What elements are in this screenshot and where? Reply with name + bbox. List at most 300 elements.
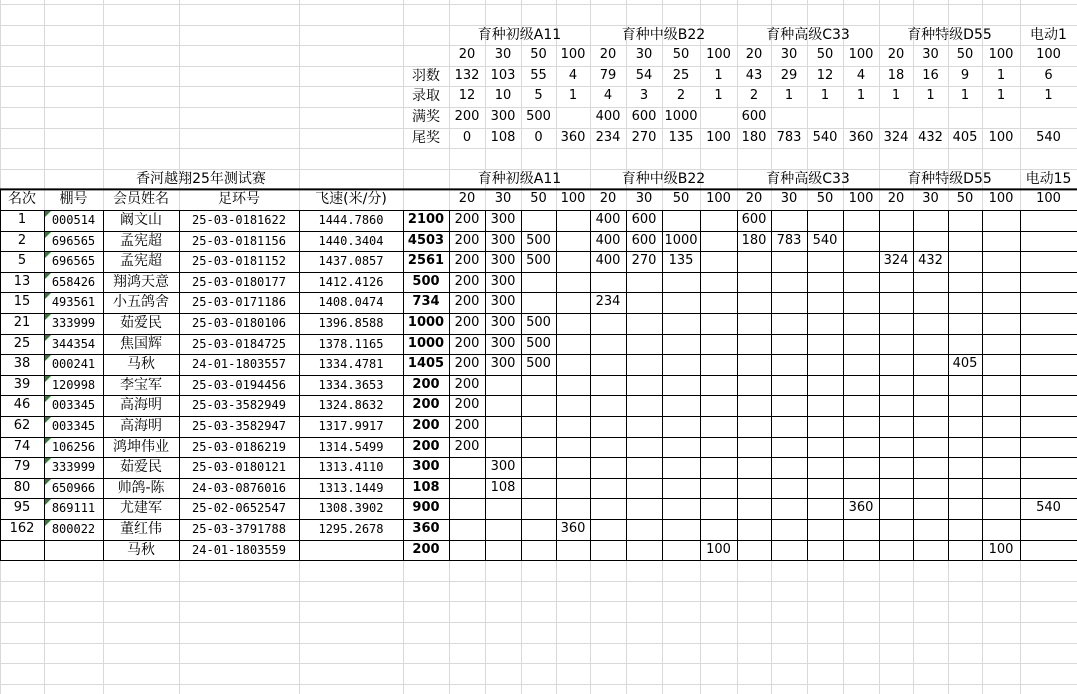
summary-tier-header[interactable]: 50 (816, 47, 834, 63)
member-cell[interactable]: 阚文山 (120, 212, 162, 228)
rank-cell[interactable]: 74 (13, 438, 31, 454)
prize-cell[interactable] (913, 519, 948, 539)
prize-cell[interactable] (737, 519, 771, 539)
summary-value[interactable]: 1 (568, 88, 578, 104)
summary-value[interactable]: 5 (534, 88, 543, 104)
summary-tier-header[interactable]: 30 (635, 47, 653, 63)
loft-cell[interactable]: 344354 (51, 336, 96, 351)
prize-cell[interactable] (590, 478, 626, 498)
result-tier-header[interactable]: 50 (530, 191, 547, 207)
prize-cell[interactable] (948, 416, 982, 436)
prize-cell[interactable] (982, 251, 1020, 271)
loft-cell[interactable]: 869111 (51, 501, 96, 516)
speed-cell[interactable]: 1334.4781 (318, 357, 384, 372)
prize-cell[interactable] (556, 272, 590, 292)
member-cell[interactable]: 鸿坤伟业 (113, 438, 169, 455)
summary-row-label[interactable]: 录取 (412, 88, 440, 105)
loft-cell[interactable]: 106256 (51, 439, 96, 454)
prize-cell[interactable] (879, 334, 913, 354)
prize-cell[interactable] (521, 416, 556, 436)
ring-cell[interactable]: 25-03-0181622 (192, 213, 286, 227)
prize-cell[interactable] (913, 272, 948, 292)
summary-tier-header[interactable]: 100 (560, 47, 586, 63)
summary-value[interactable]: 4 (603, 88, 613, 104)
member-cell[interactable]: 翔鸿天意 (113, 273, 169, 290)
prize-cell[interactable] (913, 478, 948, 498)
member-cell[interactable]: 马秋 (127, 541, 155, 558)
prize-cell[interactable]: 540 (812, 232, 838, 248)
prize-cell[interactable] (843, 540, 879, 560)
prize-cell[interactable] (662, 292, 700, 312)
prize-cell[interactable] (771, 354, 807, 374)
prize-cell[interactable] (1020, 457, 1077, 477)
prize-cell[interactable] (626, 457, 662, 477)
prize-cell[interactable] (662, 437, 700, 457)
prize-cell[interactable] (913, 334, 948, 354)
total-prize-cell[interactable]: 200 (412, 438, 440, 454)
prize-cell[interactable] (737, 354, 771, 374)
loft-cell[interactable]: 000514 (51, 213, 96, 227)
summary-tier-header[interactable]: 30 (780, 47, 798, 63)
prize-cell[interactable]: 200 (454, 335, 480, 351)
prize-cell[interactable] (662, 334, 700, 354)
column-header-rank[interactable]: 名次 (8, 191, 36, 208)
prize-cell[interactable] (879, 498, 913, 518)
prize-cell[interactable] (771, 251, 807, 271)
summary-value[interactable]: 432 (918, 129, 943, 145)
prize-cell[interactable] (982, 210, 1020, 230)
prize-cell[interactable] (843, 457, 879, 477)
prize-cell[interactable] (948, 231, 982, 251)
summary-value[interactable]: 135 (668, 129, 694, 145)
prize-cell[interactable] (521, 292, 556, 312)
prize-cell[interactable] (521, 375, 556, 395)
prize-cell[interactable] (843, 292, 879, 312)
summary-value[interactable]: 2 (676, 88, 686, 104)
summary-value[interactable]: 132 (454, 67, 480, 83)
prize-cell[interactable] (771, 519, 807, 539)
total-prize-cell[interactable]: 200 (412, 541, 440, 557)
prize-cell[interactable] (843, 251, 879, 271)
prize-cell[interactable] (626, 375, 662, 395)
prize-cell[interactable] (449, 478, 485, 498)
column-header-ring[interactable]: 足环号 (218, 191, 260, 208)
prize-cell[interactable] (737, 292, 771, 312)
summary-value[interactable]: 360 (560, 129, 586, 145)
summary-value[interactable]: 16 (922, 67, 939, 83)
prize-cell[interactable]: 300 (490, 253, 516, 269)
member-cell[interactable]: 小五鸽舍 (113, 294, 169, 311)
prize-cell[interactable] (982, 292, 1020, 312)
loft-cell[interactable]: 696565 (51, 254, 96, 269)
result-tier-header[interactable]: 100 (1036, 191, 1061, 207)
prize-cell[interactable] (879, 272, 913, 292)
ring-cell[interactable]: 25-03-0181152 (192, 254, 286, 269)
prize-cell[interactable] (700, 437, 737, 457)
ring-cell[interactable]: 24-03-0876016 (192, 480, 286, 495)
result-tier-header[interactable]: 100 (988, 191, 1014, 207)
prize-cell[interactable] (807, 210, 843, 230)
summary-value[interactable]: 1 (926, 88, 935, 104)
prize-cell[interactable] (556, 395, 590, 415)
result-tier-header[interactable]: 100 (560, 191, 586, 207)
prize-cell[interactable] (913, 416, 948, 436)
prize-cell[interactable] (807, 251, 843, 271)
summary-value[interactable] (948, 107, 982, 127)
prize-cell[interactable] (1020, 540, 1077, 560)
summary-value[interactable]: 500 (526, 109, 551, 124)
summary-tier-header[interactable]: 100 (848, 47, 874, 63)
summary-value[interactable]: 2 (749, 88, 759, 104)
loft-cell[interactable]: 333999 (51, 316, 96, 330)
speed-cell[interactable]: 1317.9917 (318, 419, 384, 433)
rank-cell[interactable]: 39 (13, 376, 31, 392)
rank-cell[interactable]: 1 (17, 212, 27, 227)
prize-cell[interactable] (662, 375, 700, 395)
prize-cell[interactable] (807, 437, 843, 457)
result-group-header[interactable]: 育种中级B22 (621, 170, 706, 187)
prize-cell[interactable] (843, 375, 879, 395)
ring-cell[interactable]: 25-03-0180106 (192, 316, 286, 330)
summary-value[interactable]: 6 (1044, 67, 1053, 83)
prize-cell[interactable] (700, 498, 737, 518)
prize-cell[interactable] (843, 210, 879, 230)
result-group-header[interactable]: 电动15 (1025, 170, 1072, 187)
prize-cell[interactable] (807, 272, 843, 292)
prize-cell[interactable] (626, 478, 662, 498)
summary-value[interactable]: 25 (672, 67, 690, 83)
prize-cell[interactable] (913, 292, 948, 312)
summary-value[interactable]: 540 (812, 129, 838, 145)
summary-group-header[interactable]: 育种特级D55 (907, 26, 992, 43)
prize-cell[interactable]: 400 (595, 232, 621, 248)
prize-cell[interactable] (843, 478, 879, 498)
prize-cell[interactable] (700, 251, 737, 271)
speed-cell[interactable]: 1444.7860 (318, 213, 384, 227)
prize-cell[interactable]: 200 (454, 397, 480, 413)
prize-cell[interactable] (807, 540, 843, 560)
prize-cell[interactable] (556, 354, 590, 374)
summary-value[interactable]: 200 (454, 109, 480, 124)
speed-cell[interactable]: 1313.4110 (318, 460, 384, 475)
prize-cell[interactable]: 200 (454, 294, 480, 310)
prize-cell[interactable] (843, 272, 879, 292)
prize-cell[interactable] (948, 210, 982, 230)
summary-tier-header[interactable]: 100 (1036, 47, 1061, 63)
summary-tier-header[interactable]: 50 (672, 47, 690, 63)
prize-cell[interactable] (590, 313, 626, 333)
rank-cell[interactable]: 95 (13, 500, 31, 516)
prize-cell[interactable] (807, 416, 843, 436)
summary-value[interactable]: 783 (776, 129, 802, 145)
prize-cell[interactable] (737, 540, 771, 560)
speed-cell[interactable]: 1313.1449 (318, 480, 384, 495)
prize-cell[interactable] (948, 540, 982, 560)
summary-value[interactable]: 4 (568, 67, 578, 83)
member-cell[interactable]: 帅鸽-陈 (117, 479, 165, 496)
speed-cell[interactable]: 1314.5499 (318, 439, 384, 454)
prize-cell[interactable] (843, 416, 879, 436)
prize-cell[interactable] (1020, 354, 1077, 374)
summary-value[interactable]: 1 (891, 88, 901, 104)
prize-cell[interactable] (913, 437, 948, 457)
summary-value[interactable]: 18 (887, 67, 905, 83)
result-tier-header[interactable]: 50 (956, 191, 974, 207)
summary-tier-header[interactable]: 50 (530, 47, 547, 63)
summary-value[interactable]: 3 (639, 88, 649, 104)
prize-cell[interactable]: 200 (454, 376, 480, 392)
prize-cell[interactable] (843, 334, 879, 354)
prize-cell[interactable]: 783 (776, 232, 802, 248)
prize-cell[interactable] (807, 313, 843, 333)
rank-cell[interactable]: 25 (13, 335, 31, 351)
summary-value[interactable]: 12 (458, 88, 476, 104)
member-cell[interactable]: 茹爱民 (120, 315, 162, 331)
ring-cell[interactable]: 25-03-0180177 (192, 274, 286, 289)
prize-cell[interactable] (1020, 519, 1077, 539)
summary-value[interactable] (556, 107, 590, 127)
prize-cell[interactable] (662, 457, 700, 477)
summary-tier-header[interactable]: 30 (494, 47, 512, 63)
summary-value[interactable]: 270 (631, 129, 657, 145)
sheet-title[interactable]: 香河越翔25年测试赛 (136, 170, 266, 187)
prize-cell[interactable] (556, 375, 590, 395)
prize-cell[interactable] (700, 416, 737, 436)
loft-cell[interactable]: 800022 (51, 522, 96, 536)
prize-cell[interactable] (556, 210, 590, 230)
rank-cell[interactable]: 21 (13, 315, 31, 330)
prize-cell[interactable] (662, 354, 700, 374)
summary-value[interactable]: 300 (490, 109, 516, 124)
summary-value[interactable] (1020, 107, 1077, 127)
prize-cell[interactable] (626, 437, 662, 457)
prize-cell[interactable] (556, 313, 590, 333)
prize-cell[interactable]: 234 (595, 294, 621, 310)
prize-cell[interactable] (485, 375, 521, 395)
prize-cell[interactable] (737, 313, 771, 333)
prize-cell[interactable]: 500 (526, 335, 551, 351)
summary-value[interactable] (700, 107, 737, 127)
prize-cell[interactable] (879, 437, 913, 457)
summary-value[interactable]: 405 (952, 129, 978, 145)
prize-cell[interactable] (700, 334, 737, 354)
total-prize-cell[interactable]: 4503 (407, 232, 445, 248)
member-cell[interactable]: 孟宪超 (120, 253, 162, 270)
prize-cell[interactable] (737, 416, 771, 436)
prize-cell[interactable] (843, 313, 879, 333)
prize-cell[interactable] (913, 375, 948, 395)
ring-cell[interactable]: 25-03-0181156 (192, 233, 286, 248)
prize-cell[interactable] (771, 416, 807, 436)
prize-cell[interactable] (879, 416, 913, 436)
prize-cell[interactable] (662, 519, 700, 539)
speed-cell[interactable]: 1308.3902 (318, 501, 384, 516)
ring-cell[interactable]: 25-03-0194456 (192, 377, 286, 392)
summary-value[interactable]: 1000 (664, 109, 698, 124)
total-prize-cell[interactable]: 2100 (407, 212, 445, 227)
summary-value[interactable]: 55 (530, 67, 547, 83)
prize-cell[interactable]: 500 (526, 315, 551, 330)
prize-cell[interactable] (948, 519, 982, 539)
prize-cell[interactable] (913, 498, 948, 518)
prize-cell[interactable]: 500 (526, 232, 551, 248)
prize-cell[interactable] (982, 519, 1020, 539)
prize-cell[interactable]: 432 (918, 253, 943, 269)
prize-cell[interactable]: 180 (741, 232, 767, 248)
result-tier-header[interactable]: 30 (635, 191, 653, 207)
prize-cell[interactable] (879, 395, 913, 415)
member-cell[interactable]: 李宝军 (120, 376, 162, 393)
loft-cell[interactable] (44, 540, 103, 560)
prize-cell[interactable]: 360 (848, 500, 874, 516)
ring-cell[interactable]: 25-03-0186219 (192, 439, 286, 454)
member-cell[interactable]: 高海明 (120, 418, 162, 434)
prize-cell[interactable] (1020, 478, 1077, 498)
total-prize-cell[interactable]: 500 (412, 273, 440, 289)
prize-cell[interactable] (590, 334, 626, 354)
ring-cell[interactable]: 25-03-3582949 (192, 398, 286, 413)
summary-tier-header[interactable]: 100 (706, 47, 731, 63)
total-prize-cell[interactable]: 1000 (407, 315, 445, 330)
prize-cell[interactable]: 400 (595, 212, 621, 227)
prize-cell[interactable] (948, 395, 982, 415)
summary-tier-header[interactable]: 100 (988, 47, 1014, 63)
prize-cell[interactable]: 500 (526, 253, 551, 269)
summary-tier-header[interactable]: 20 (599, 47, 617, 63)
prize-cell[interactable] (556, 251, 590, 271)
total-prize-cell[interactable]: 200 (412, 397, 440, 413)
total-prize-cell[interactable]: 900 (412, 500, 440, 516)
ring-cell[interactable]: 25-03-3791788 (192, 522, 286, 536)
prize-cell[interactable] (449, 540, 485, 560)
loft-cell[interactable]: 696565 (51, 233, 96, 248)
summary-value[interactable] (843, 107, 879, 127)
ring-cell[interactable]: 25-03-0180121 (192, 460, 286, 475)
prize-cell[interactable] (913, 457, 948, 477)
prize-cell[interactable] (982, 231, 1020, 251)
summary-value[interactable]: 100 (988, 129, 1014, 145)
summary-value[interactable]: 12 (816, 67, 834, 83)
rank-cell[interactable] (0, 540, 44, 560)
summary-value[interactable]: 9 (960, 67, 970, 83)
prize-cell[interactable] (556, 540, 590, 560)
prize-cell[interactable] (662, 395, 700, 415)
prize-cell[interactable] (590, 375, 626, 395)
prize-cell[interactable] (662, 540, 700, 560)
prize-cell[interactable] (1020, 437, 1077, 457)
prize-cell[interactable] (913, 231, 948, 251)
summary-value[interactable] (913, 107, 948, 127)
summary-value[interactable]: 360 (848, 129, 874, 145)
prize-cell[interactable] (843, 395, 879, 415)
prize-cell[interactable] (700, 395, 737, 415)
prize-cell[interactable] (807, 334, 843, 354)
summary-value[interactable]: 0 (462, 129, 472, 145)
prize-cell[interactable]: 200 (454, 273, 480, 289)
prize-cell[interactable] (590, 437, 626, 457)
summary-value[interactable]: 0 (534, 129, 543, 145)
result-tier-header[interactable]: 100 (706, 191, 731, 207)
prize-cell[interactable] (626, 292, 662, 312)
loft-cell[interactable]: 120998 (51, 377, 96, 392)
prize-cell[interactable] (1020, 251, 1077, 271)
prize-cell[interactable]: 324 (883, 253, 909, 269)
prize-cell[interactable] (1020, 375, 1077, 395)
prize-cell[interactable] (626, 540, 662, 560)
result-tier-header[interactable]: 20 (458, 191, 476, 207)
prize-cell[interactable] (521, 272, 556, 292)
prize-cell[interactable] (807, 457, 843, 477)
prize-cell[interactable]: 600 (741, 212, 767, 227)
member-cell[interactable]: 焦国辉 (120, 335, 162, 352)
prize-cell[interactable] (807, 498, 843, 518)
loft-cell[interactable]: 650966 (51, 480, 96, 495)
prize-cell[interactable]: 600 (631, 212, 657, 227)
prize-cell[interactable] (879, 478, 913, 498)
prize-cell[interactable] (737, 478, 771, 498)
prize-cell[interactable] (626, 416, 662, 436)
prize-cell[interactable] (913, 354, 948, 374)
prize-cell[interactable] (1020, 231, 1077, 251)
summary-value[interactable]: 108 (490, 129, 516, 145)
result-tier-header[interactable]: 20 (599, 191, 617, 207)
member-cell[interactable]: 高海明 (120, 397, 162, 414)
prize-cell[interactable] (662, 416, 700, 436)
column-header-speed[interactable]: 飞速(米/分) (315, 191, 387, 208)
prize-cell[interactable] (521, 540, 556, 560)
prize-cell[interactable] (982, 395, 1020, 415)
prize-cell[interactable] (1020, 395, 1077, 415)
prize-cell[interactable]: 600 (631, 232, 657, 248)
rank-cell[interactable]: 15 (13, 294, 31, 310)
prize-cell[interactable] (590, 416, 626, 436)
prize-cell[interactable] (913, 210, 948, 230)
prize-cell[interactable] (879, 231, 913, 251)
prize-cell[interactable] (556, 334, 590, 354)
total-prize-cell[interactable]: 734 (412, 294, 440, 310)
prize-cell[interactable] (1020, 334, 1077, 354)
rank-cell[interactable]: 2 (17, 232, 27, 248)
summary-value[interactable]: 1 (820, 88, 830, 104)
prize-cell[interactable] (879, 519, 913, 539)
prize-cell[interactable] (521, 498, 556, 518)
prize-cell[interactable] (948, 272, 982, 292)
prize-cell[interactable] (771, 210, 807, 230)
prize-cell[interactable] (948, 375, 982, 395)
prize-cell[interactable]: 200 (454, 212, 480, 227)
rank-cell[interactable]: 79 (13, 459, 31, 475)
rank-cell[interactable]: 13 (13, 273, 31, 289)
prize-cell[interactable] (843, 519, 879, 539)
prize-cell[interactable] (982, 437, 1020, 457)
prize-cell[interactable]: 300 (490, 315, 516, 330)
summary-row-label[interactable]: 尾奖 (412, 129, 440, 146)
prize-cell[interactable] (1020, 416, 1077, 436)
summary-group-header[interactable]: 育种高级C33 (766, 26, 850, 43)
prize-cell[interactable] (700, 354, 737, 374)
prize-cell[interactable] (521, 437, 556, 457)
prize-cell[interactable] (737, 457, 771, 477)
prize-cell[interactable] (700, 478, 737, 498)
rank-cell[interactable]: 5 (17, 253, 27, 269)
rank-cell[interactable]: 62 (13, 418, 31, 433)
prize-cell[interactable] (590, 272, 626, 292)
prize-cell[interactable] (485, 498, 521, 518)
summary-value[interactable]: 4 (856, 67, 866, 83)
prize-cell[interactable] (1020, 313, 1077, 333)
summary-value[interactable]: 54 (635, 67, 653, 83)
prize-cell[interactable] (626, 272, 662, 292)
